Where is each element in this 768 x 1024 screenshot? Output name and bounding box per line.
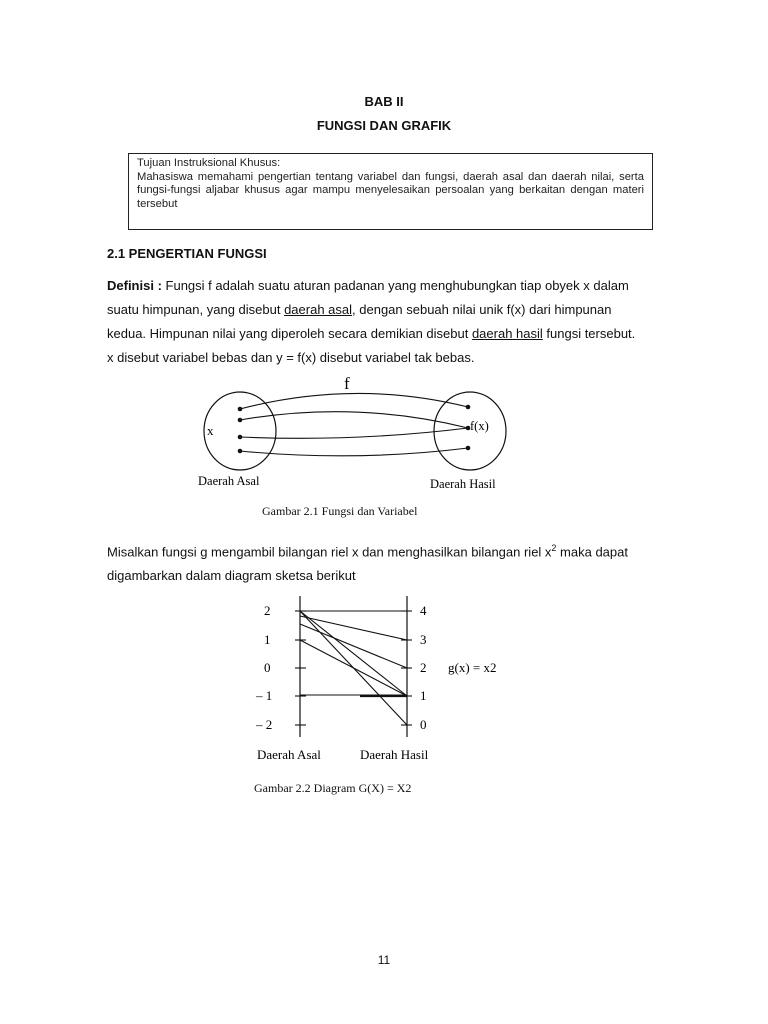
definition-label: Definisi : xyxy=(107,278,162,293)
range-tick-label: 4 xyxy=(420,603,427,618)
example-paragraph xyxy=(107,536,672,588)
term-daerah-asal: daerah asal xyxy=(284,302,353,317)
definition-line-2: suatu himpunan, yang disebut daerah asal, dengan sebuah nilai unik f(x) dari himpunan xyxy=(107,302,612,317)
domain-set-ellipse xyxy=(204,392,276,470)
function-f-label: f xyxy=(344,374,350,393)
range-fx-label: f(x) xyxy=(470,419,489,433)
range-tick-label: 2 xyxy=(420,660,427,675)
mapping-arrow xyxy=(240,393,468,409)
range-tick-label: 1 xyxy=(420,688,427,703)
section-heading: 2.1 PENGERTIAN FUNGSI xyxy=(107,246,267,261)
definition-line-1: Definisi : Fungsi f adalah suatu aturan padanan yang menghubungkan tiap obyek x dalam xyxy=(107,278,629,293)
domain-tick-label: 2 xyxy=(264,603,271,618)
figure1-caption: Gambar 2.1 Fungsi dan Variabel xyxy=(262,504,418,518)
figure-square-mapping xyxy=(250,594,520,768)
range-label: Daerah Hasil xyxy=(360,747,429,762)
mapping-line xyxy=(300,624,407,668)
example-line-1: Misalkan fungsi g mengambil bilangan riel x dan menghasilkan bilangan riel $x^2$ maka dapat xyxy=(107,543,628,560)
range-tick-label: 0 xyxy=(420,717,427,732)
mapping-line xyxy=(300,611,407,696)
function-g-label: g(x) = x2 xyxy=(448,660,497,675)
example-line-2: digambarkan dalam diagram sketsa berikut xyxy=(107,568,356,584)
domain-tick-label: – 2 xyxy=(256,717,273,732)
chapter-number: BAB II xyxy=(364,94,404,109)
objectives-heading: Tujuan Instruksional Khusus: xyxy=(137,157,281,169)
definition-line-3: kedua. Himpunan nilai yang diperoleh secara demikian disebut daerah hasil fungsi tersebut. xyxy=(107,326,636,341)
range-label: Daerah Hasil xyxy=(430,477,496,491)
objectives-body: Mahasiswa memahami pengertian tentang variabel dan fungsi, daerah asal dan daerah nilai, serta fungsi-fungsi aljabar khusus agar mampu menyelesaikan persoalan yang berkaitan dengan materi tersebut xyxy=(137,170,644,210)
domain-label: Daerah Asal xyxy=(257,747,321,762)
figure-function-mapping xyxy=(180,372,540,500)
domain-x-label: x xyxy=(207,423,214,438)
domain-tick-label: 1 xyxy=(264,632,271,647)
superscript-2: 2 xyxy=(551,543,557,553)
definition-paragraph xyxy=(107,274,672,370)
domain-tick-label: – 1 xyxy=(256,688,273,703)
definition-line-4: x disebut variabel bebas dan y = f(x) disebut variabel tak bebas. xyxy=(107,350,475,365)
range-tick-label: 3 xyxy=(420,632,427,647)
mapping-arrow xyxy=(240,448,468,456)
page-number: 11 xyxy=(377,953,391,967)
domain-tick-label: 0 xyxy=(264,660,271,675)
objectives-box xyxy=(128,153,653,230)
chapter-title: FUNGSI DAN GRAFIK xyxy=(316,118,452,133)
figure2-caption: Gambar 2.2 Diagram G(X) = X2 xyxy=(254,781,412,795)
domain-label: Daerah Asal xyxy=(198,474,260,488)
term-daerah-hasil: daerah hasil xyxy=(471,326,543,341)
